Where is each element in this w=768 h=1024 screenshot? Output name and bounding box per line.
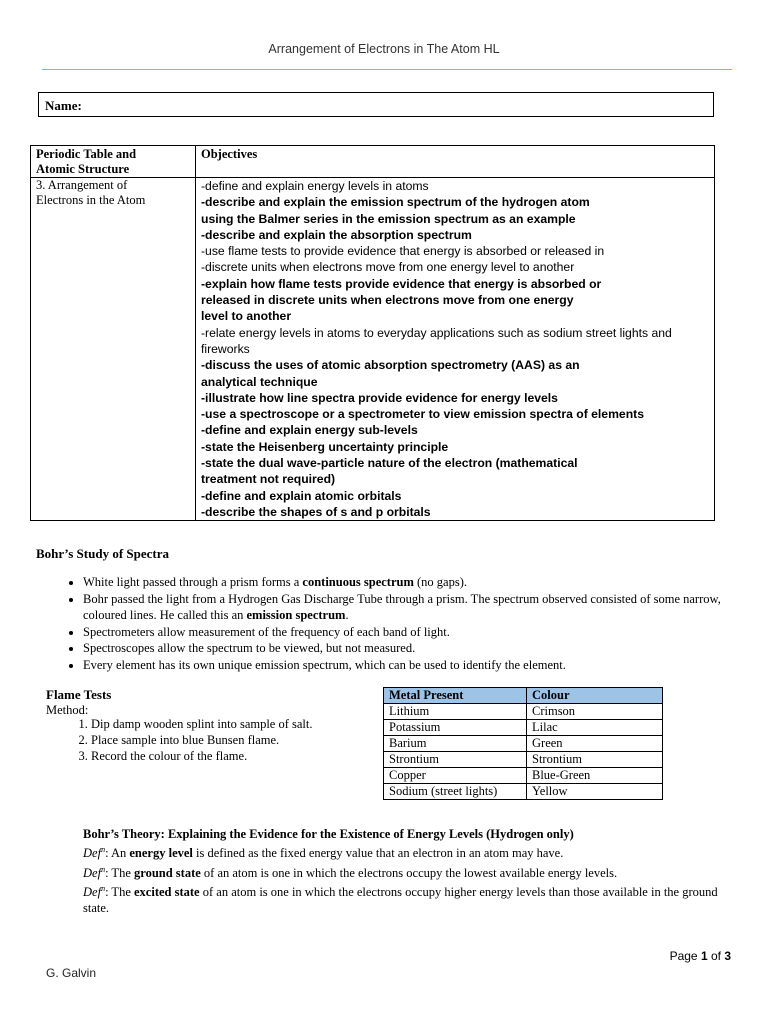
- list-item: • Bohr passed the light from a Hydrogen Gas Discharge Tube through a prism. The spectrum observed consisted of some narrow, coloured lines. He called this an emission spectrum.: [83, 591, 736, 624]
- list-item: • Every element has its own unique emission spectrum, which can be used to identify the element.: [83, 657, 736, 674]
- table-row: [384, 752, 663, 768]
- objective-line: analytical technique: [201, 374, 318, 389]
- spectra-bullet-list: [36, 574, 736, 673]
- colour-cell: Blue-Green: [527, 768, 663, 784]
- definition-line: Def$^n$: The ground state of an atom is one in which the electrons occupy the lowest available energy levels.: [83, 864, 618, 880]
- method-label: Method:: [46, 703, 89, 717]
- colour-cell: Strontium: [527, 752, 663, 768]
- table-row: [384, 720, 663, 736]
- colour-cell: Yellow: [527, 784, 663, 800]
- table-row: [384, 736, 663, 752]
- objective-line: -illustrate how line spectra provide evidence for energy levels: [201, 390, 558, 405]
- objective-line: -describe and explain the absorption spectrum: [201, 227, 472, 242]
- metal-cell: Barium: [384, 736, 527, 752]
- method-step: 3. Record the colour of the flame.: [91, 748, 313, 764]
- section-title-flame-tests: Flame Tests: [46, 687, 112, 702]
- objective-line: -discrete units when electrons move from one energy level to another: [201, 260, 575, 275]
- objective-line: -state the dual wave-particle nature of the electron (mathematical: [201, 456, 578, 471]
- objective-line: -discuss the uses of atomic absorption spectrometry (AAS) as an: [201, 358, 580, 373]
- objective-line: released in discrete units when electrons move from one energy: [201, 293, 574, 308]
- topic-column-header: Periodic Table and Atomic Structure: [31, 146, 196, 178]
- method-steps-list: [46, 716, 313, 764]
- metal-cell: Lithium: [384, 704, 527, 720]
- list-item: • White light passed through a prism forms a continuous spectrum (no gaps).: [83, 574, 736, 591]
- objective-line: -define and explain energy levels in atoms: [201, 179, 429, 193]
- flame-colour-table: [383, 687, 663, 800]
- objective-line: using the Balmer series in the emission spectrum as an example: [201, 211, 576, 226]
- page-number: Page 1 of 3: [669, 949, 731, 963]
- list-item: • Spectroscopes allow the spectrum to be viewed, but not measured.: [83, 640, 736, 657]
- metal-cell: Potassium: [384, 720, 527, 736]
- objective-line: level to another: [201, 309, 292, 324]
- colour-cell: Green: [527, 736, 663, 752]
- objective-line: -explain how flame tests provide evidence that energy is absorbed or: [201, 276, 602, 291]
- objective-line: fireworks: [201, 341, 250, 356]
- name-field-box[interactable]: [38, 92, 714, 117]
- table-row: [384, 784, 663, 800]
- metal-cell: Sodium (street lights): [384, 784, 527, 800]
- method-step: 1. Dip damp wooden splint into sample of salt.: [91, 716, 313, 732]
- table-row: [384, 704, 663, 720]
- metal-column-header: Metal Present: [384, 688, 527, 704]
- objective-line: -relate energy levels in atoms to everyday applications such as sodium street lights and: [201, 325, 672, 340]
- objective-line: -define and explain energy sub-levels: [201, 423, 418, 438]
- name-label: Name:: [45, 98, 82, 113]
- method-step: 2. Place sample into blue Bunsen flame.: [91, 732, 313, 748]
- colour-cell: Lilac: [527, 720, 663, 736]
- definition-line: Def$^n$: The excited state of an atom is one in which the electrons occupy higher energy levels than those available in the ground state.: [83, 883, 718, 916]
- header-divider: [42, 69, 732, 70]
- topic-cell: 3. Arrangement of Electrons in the Atom: [31, 178, 196, 521]
- colour-cell: Crimson: [527, 704, 663, 720]
- metal-cell: Copper: [384, 768, 527, 784]
- colour-column-header: Colour: [527, 688, 663, 704]
- metal-cell: Strontium: [384, 752, 527, 768]
- page-header-title: Arrangement of Electrons in The Atom HL: [268, 42, 500, 56]
- objective-line: -use flame tests to provide evidence that energy is absorbed or released in: [201, 244, 605, 259]
- section-title-bohr-theory: Bohr’s Theory: Explaining the Evidence for the Existence of Energy Levels (Hydrogen only): [83, 827, 574, 841]
- list-item: • Spectrometers allow measurement of the frequency of each band of light.: [83, 624, 736, 641]
- table-header-row: [384, 688, 663, 704]
- objective-line: -describe and explain the emission spectrum of the hydrogen atom: [201, 195, 590, 210]
- objective-line: -describe the shapes of s and p orbitals: [201, 504, 431, 519]
- section-title-bohr-spectra: Bohr’s Study of Spectra: [36, 546, 170, 561]
- table-row: [384, 768, 663, 784]
- objective-line: -use a spectroscope or a spectrometer to view emission spectra of elements: [201, 407, 644, 422]
- objective-line: -state the Heisenberg uncertainty principle: [201, 439, 449, 454]
- objectives-list: [196, 178, 715, 521]
- author-name: G. Galvin: [46, 966, 97, 980]
- objectives-column-header: Objectives: [196, 146, 715, 178]
- bohr-theory-section: [83, 826, 733, 916]
- objective-line: -define and explain atomic orbitals: [201, 488, 402, 503]
- objective-line: treatment not required): [201, 472, 336, 487]
- objectives-table: [30, 145, 715, 521]
- definition-line: Def$^n$: An energy level is defined as the fixed energy value that an electron in an atom may have.: [83, 845, 564, 861]
